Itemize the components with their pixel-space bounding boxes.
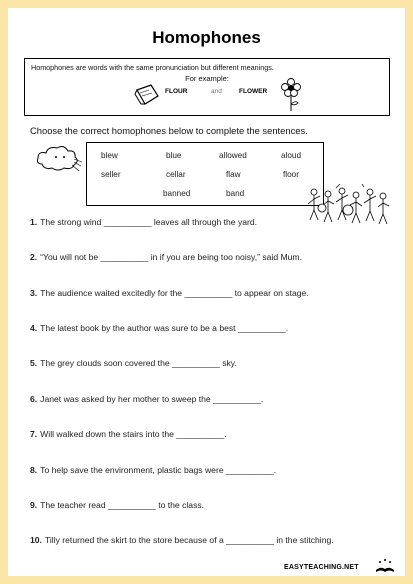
example-word-flour: FLOUR [165, 88, 188, 95]
word-bank-item: flaw [226, 170, 241, 179]
word-bank-item: blew [101, 151, 118, 160]
word-bank-item: band [226, 189, 245, 198]
question-7 [30, 429, 226, 439]
question-number: 2. [30, 252, 38, 262]
question-number: 8. [30, 465, 38, 475]
word-bank-item: allowed [219, 151, 247, 160]
question-10 [30, 535, 334, 545]
question-number: 6. [30, 394, 38, 404]
question-text: Will walked down the stairs into the __________. [40, 429, 227, 439]
question-number: 3. [30, 288, 38, 298]
question-text: Janet was asked by her mother to sweep the __________. [40, 394, 264, 404]
question-number: 5. [30, 358, 38, 368]
question-text: To help save the environment, plastic bags were __________. [40, 465, 277, 475]
question-3 [30, 288, 309, 298]
question-text: The audience waited excitedly for the __________ to appear on stage. [40, 288, 309, 298]
question-number: 7. [30, 429, 38, 439]
wind-cloud-icon [34, 144, 84, 178]
question-number: 4. [30, 323, 38, 333]
question-9 [30, 500, 204, 510]
instructions: Choose the correct homophones below to complete the sentences. [30, 125, 308, 136]
page-title: Homophones [152, 28, 261, 47]
question-text: The teacher read __________ to the class. [40, 500, 205, 510]
question-1 [30, 217, 257, 227]
definition-text: Homophones are words with the same pronunciation but different meanings. [31, 63, 274, 72]
footer-brand: EASYTEACHING.NET [284, 564, 359, 571]
example-connector: and [211, 88, 222, 95]
flower-icon [281, 78, 301, 112]
question-number: 10. [30, 535, 42, 545]
word-bank-item: floor [283, 170, 299, 179]
question-5 [30, 358, 237, 368]
definition-box [24, 58, 390, 116]
question-8 [30, 465, 276, 475]
question-text: “You will not be __________ in if you are being too noisy,” said Mum. [40, 252, 302, 262]
word-bank-item: blue [166, 151, 182, 160]
question-text: Tilly returned the skirt to the store because of a __________ in the stitching. [44, 535, 334, 545]
question-text: The grey clouds soon covered the __________ sky. [40, 358, 237, 368]
question-2 [30, 252, 302, 262]
worksheet [8, 8, 405, 576]
word-bank-item: cellar [166, 170, 186, 179]
question-text: The latest book by the author was sure to be a best __________. [40, 323, 289, 333]
open-book-icon [374, 558, 396, 574]
example-label: For example: [185, 74, 229, 83]
word-bank-item: banned [163, 189, 191, 198]
question-text: The strong wind __________ leaves all through the yard. [40, 217, 258, 227]
question-6 [30, 394, 263, 404]
flour-bag-icon [131, 82, 161, 108]
word-bank-item: seller [101, 170, 121, 179]
word-bank-item: aloud [281, 151, 302, 160]
question-number: 9. [30, 500, 38, 510]
word-bank [86, 142, 324, 206]
question-number: 1. [30, 217, 38, 227]
question-4 [30, 323, 288, 333]
example-word-flower: FLOWER [239, 88, 268, 95]
band-crowd-icon [304, 184, 394, 228]
